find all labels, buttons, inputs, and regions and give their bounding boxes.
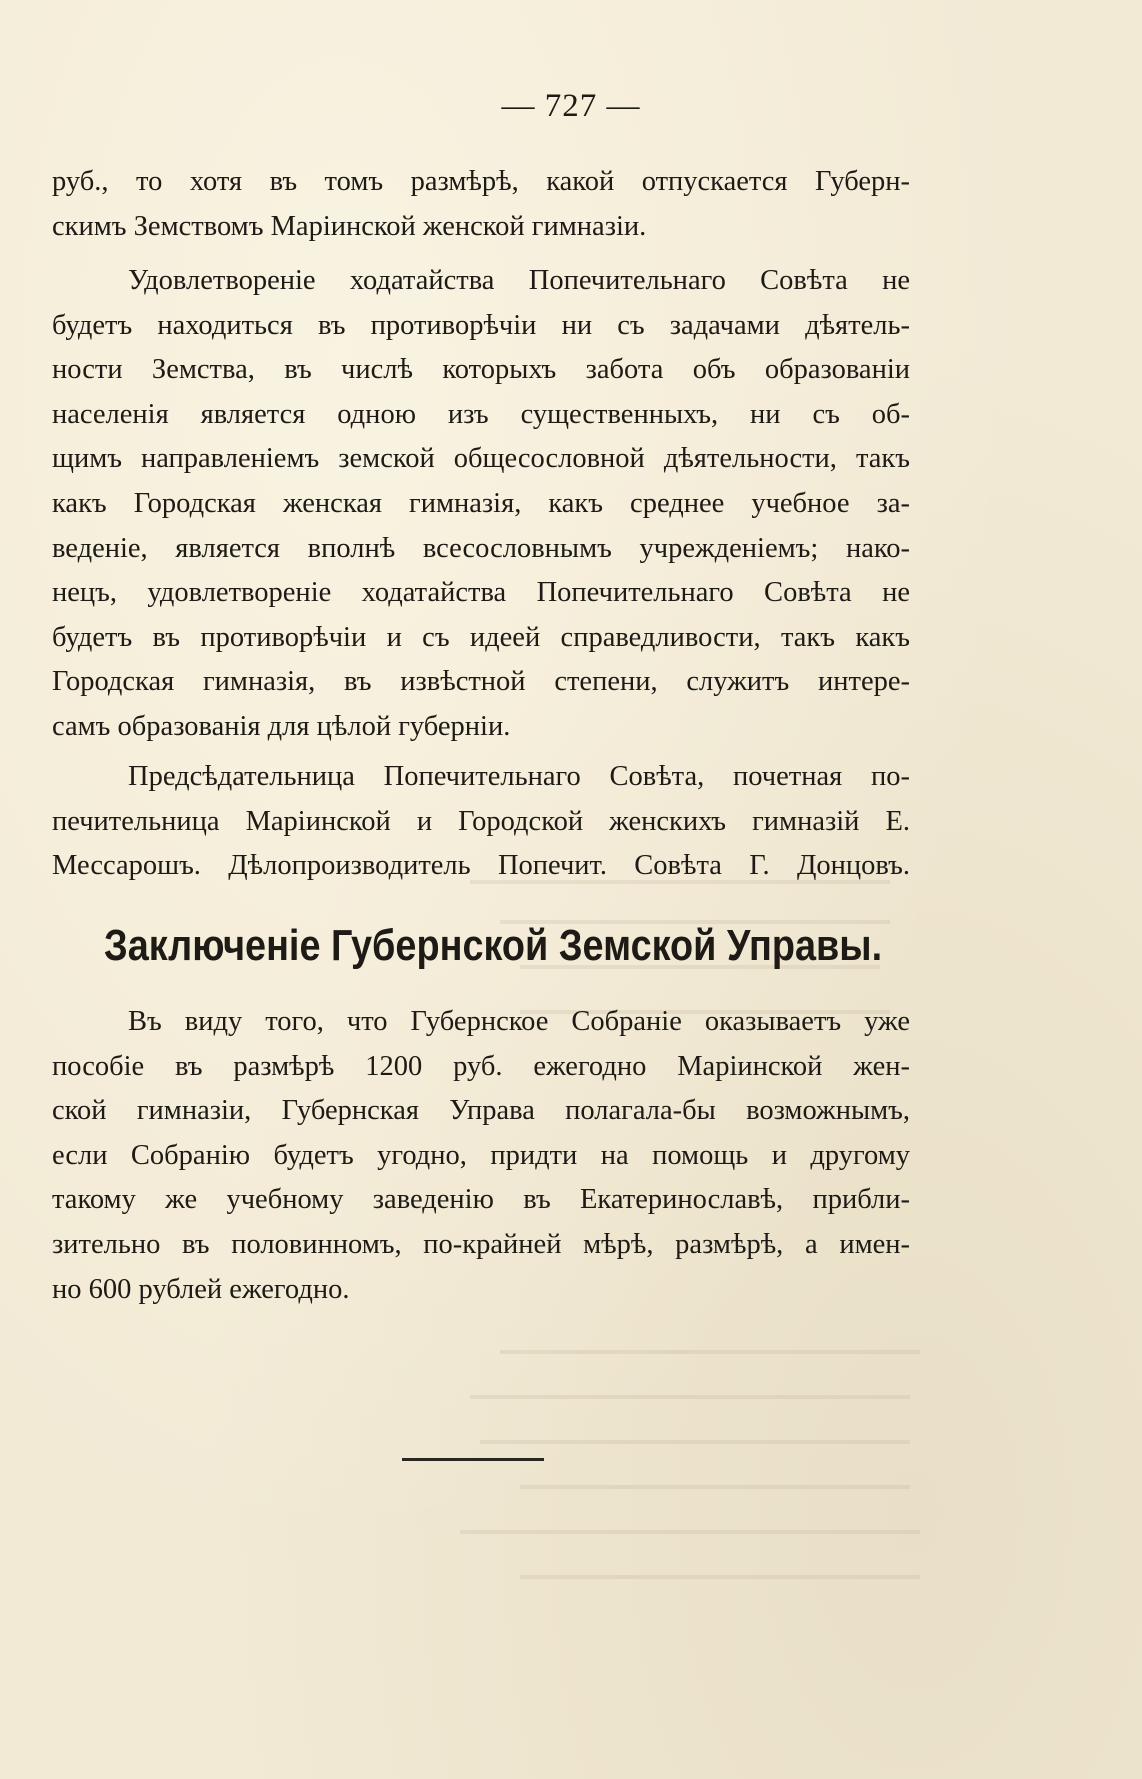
text-line: Удовлетвореніе ходатайства Попечительнаго Совѣта не <box>128 265 910 296</box>
paragraph-4 <box>52 1000 910 1312</box>
paragraph-3 <box>52 755 910 889</box>
page-number: — 727 — <box>501 88 641 124</box>
text-line: Въ виду того, что Губернское Собраніе оказываетъ уже <box>128 1006 910 1037</box>
text-line: нецъ, удовлетвореніе ходатайства Попечительнаго Совѣта не <box>52 577 910 609</box>
text-line: Городская гимназія, въ извѣстной степени, служитъ интере- <box>52 666 910 698</box>
text-line: веденіе, является вполнѣ всесословнымъ учрежденіемъ; нако- <box>52 532 910 564</box>
text-line: ности Земства, въ числѣ которыхъ забота объ образованіи <box>52 354 910 386</box>
text-line: такому же учебному заведенію въ Екатеринославѣ, прибли- <box>52 1184 910 1216</box>
text-line: руб., то хотя въ томъ размѣрѣ, какой отпускается Губерн- <box>52 166 910 197</box>
text-line: ской гимназіи, Губернская Управа полагала-бы возможнымъ, <box>52 1095 910 1127</box>
text-line: населенія является одною изъ существенныхъ, ни съ об- <box>52 398 910 430</box>
paragraph-1 <box>52 160 910 249</box>
text-line: самъ образованія для цѣлой губерніи. <box>52 710 511 742</box>
text-line: будетъ въ противорѣчіи и съ идеей справедливости, такъ какъ <box>52 621 910 653</box>
text-line: зительно въ половинномъ, по-крайней мѣрѣ, размѣрѣ, а имен- <box>52 1228 910 1260</box>
text-line: Предсѣдательница Попечительнаго Совѣта, почетная по- <box>128 761 910 792</box>
closing-rule <box>402 1458 544 1461</box>
text-line: скимъ Земствомъ Маріинской женской гимназіи. <box>52 210 647 242</box>
section-heading: Заключеніе Губернской Земской Управы. <box>104 921 883 970</box>
text-line: печительница Маріинской и Городской женскихъ гимназій Е. <box>52 805 910 837</box>
paragraph-2 <box>52 259 910 750</box>
text-line: пособіе въ размѣрѣ 1200 руб. ежегодно Маріинской жен- <box>52 1050 910 1082</box>
text-line: если Собранію будетъ угодно, придти на помощь и другому <box>52 1139 910 1171</box>
text-line: будетъ находиться въ противорѣчіи ни съ задачами дѣятель- <box>52 309 910 341</box>
text-line: какъ Городская женская гимназія, какъ среднее учебное за- <box>52 487 910 519</box>
text-line: щимъ направленіемъ земской общесословной дѣятельности, такъ <box>52 443 910 475</box>
text-line: но 600 рублей ежегодно. <box>52 1273 350 1305</box>
text-line: Мессарошъ. Дѣлопроизводитель Попечит. Совѣта Г. Донцовъ. <box>52 850 910 882</box>
